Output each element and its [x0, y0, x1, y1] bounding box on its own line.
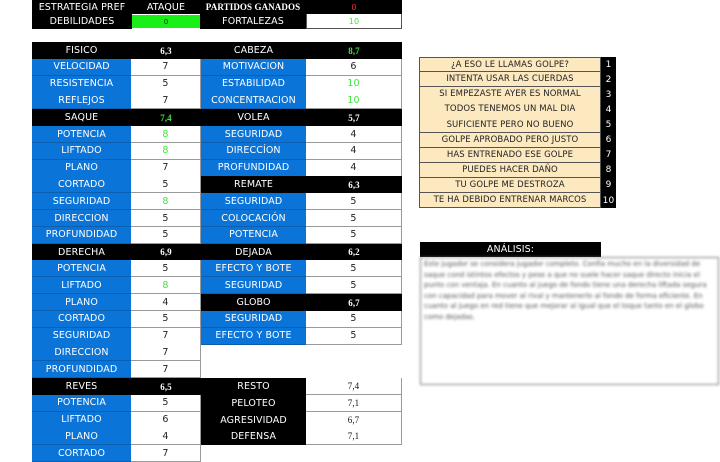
- analysis-title: ANÁLISIS:: [420, 242, 601, 257]
- legend-text: ¿A ESO LE LLAMAS GOLPE?: [419, 57, 601, 72]
- stat-value[interactable]: 5: [306, 260, 402, 277]
- stat-label: PLANO: [32, 428, 131, 445]
- stat-value[interactable]: 5: [306, 227, 402, 244]
- stat-value[interactable]: 7: [131, 361, 201, 378]
- stat-label: COLOCACIÓN: [201, 210, 306, 227]
- stat-label: SEGURIDAD: [201, 193, 306, 210]
- section-score: 6,9: [131, 244, 201, 261]
- stat-label: DIRECCION: [32, 210, 131, 227]
- stat-label: EFECTO Y BOTE: [201, 328, 306, 345]
- stat-label: REFLEJOS: [32, 92, 131, 109]
- stat-value[interactable]: 8: [131, 277, 201, 294]
- stat-label: VELOCIDAD: [32, 59, 131, 76]
- summary-label: PELOTEO: [201, 395, 306, 412]
- stat-label: CORTADO: [32, 445, 131, 462]
- stat-value[interactable]: 7: [131, 160, 201, 177]
- stat-value[interactable]: 4: [131, 294, 201, 311]
- stat-label: SEGURIDAD: [32, 328, 131, 345]
- summary-value: 7,4: [306, 378, 402, 395]
- legend-number: 2: [601, 72, 616, 87]
- stat-value[interactable]: 8: [131, 126, 201, 143]
- section-title: REVES: [32, 378, 131, 395]
- legend-number: 7: [601, 148, 616, 163]
- stat-value[interactable]: 5: [131, 260, 201, 277]
- section-title: VOLEA: [201, 109, 306, 126]
- stat-value[interactable]: 4: [306, 143, 402, 160]
- section-score: 5,7: [306, 109, 402, 126]
- section-score: 8,7: [306, 42, 402, 59]
- stat-value[interactable]: 5: [306, 277, 402, 294]
- stat-value[interactable]: 7: [131, 445, 201, 462]
- stat-value[interactable]: 8: [131, 193, 201, 210]
- stat-value[interactable]: 5: [131, 311, 201, 328]
- stat-value[interactable]: 5: [131, 227, 201, 244]
- legend-number: 9: [601, 178, 616, 193]
- stat-value[interactable]: 7: [131, 59, 201, 76]
- stat-label: POTENCIA: [201, 227, 306, 244]
- section-score: 6,3: [131, 42, 201, 59]
- stat-label: SEGURIDAD: [201, 126, 306, 143]
- stat-value[interactable]: 4: [306, 160, 402, 177]
- legend-text: TODOS TENEMOS UN MAL DIA: [419, 102, 601, 117]
- section-title: GLOBO: [201, 294, 306, 311]
- stat-value[interactable]: 7: [131, 92, 201, 109]
- strategy-value: ATAQUE: [132, 0, 200, 14]
- legend-number: 4: [601, 102, 616, 117]
- stat-label: LIFTADO: [32, 143, 131, 160]
- strengths-value: 10: [306, 14, 402, 29]
- summary-label: DEFENSA: [201, 428, 306, 445]
- stat-value[interactable]: 5: [306, 311, 402, 328]
- stat-label: PLANO: [32, 160, 131, 177]
- stat-label: EFECTO Y BOTE: [201, 260, 306, 277]
- legend-text: TU GOLPE ME DESTROZA: [419, 178, 601, 193]
- legend-text: HAS ENTRENADO ESE GOLPE: [419, 148, 601, 163]
- legend-number: 1: [601, 57, 616, 72]
- stat-value[interactable]: 5: [131, 395, 201, 412]
- stat-value[interactable]: 5: [306, 328, 402, 345]
- legend-text: SUFICIENTE PERO NO BUENO: [419, 117, 601, 132]
- section-score: 6,3: [306, 176, 402, 193]
- stat-label: POTENCIA: [32, 395, 131, 412]
- section-title: REMATE: [201, 176, 306, 193]
- stat-label: POTENCIA: [32, 260, 131, 277]
- summary-value: 7,1: [306, 395, 402, 412]
- stat-value[interactable]: 8: [131, 143, 201, 160]
- stat-label: SEGURIDAD: [32, 193, 131, 210]
- stat-label: PROFUNDIDAD: [32, 361, 131, 378]
- stat-label: DIRECCION: [32, 344, 131, 361]
- stat-value[interactable]: 5: [131, 176, 201, 193]
- summary-label: AGRESIVIDAD: [201, 412, 306, 429]
- legend-number: 3: [601, 87, 616, 102]
- section-title: FISICO: [32, 42, 131, 59]
- stat-label: ESTABILIDAD: [201, 76, 306, 93]
- stat-value[interactable]: 7: [131, 328, 201, 345]
- stat-label: PROFUNDIDAD: [32, 227, 131, 244]
- legend-number: 6: [601, 133, 616, 148]
- stat-label: CORTADO: [32, 176, 131, 193]
- legend-text: GOLPE APROBADO PERO JUSTO: [419, 133, 601, 148]
- section-title: DEJADA: [201, 244, 306, 261]
- stat-value[interactable]: 4: [131, 428, 201, 445]
- section-title: SAQUE: [32, 109, 131, 126]
- legend-text: INTENTA USAR LAS CUERDAS: [419, 72, 601, 87]
- stat-value[interactable]: 4: [306, 126, 402, 143]
- stat-value[interactable]: 6: [306, 59, 402, 76]
- legend-text: TE HA DEBIDO ENTRENAR MARCOS: [419, 193, 601, 208]
- stat-label: POTENCIA: [32, 126, 131, 143]
- strategy-label: ESTRATEGIA PREF: [32, 0, 132, 14]
- stat-value[interactable]: 5: [131, 210, 201, 227]
- legend-number: 5: [601, 117, 616, 132]
- legend-text: SI EMPEZASTE AYER ES NORMAL: [419, 87, 601, 102]
- stat-label: SEGURIDAD: [201, 277, 306, 294]
- stat-value[interactable]: 5: [306, 210, 402, 227]
- stat-label: CORTADO: [32, 311, 131, 328]
- stat-value[interactable]: 6: [131, 412, 201, 429]
- stat-label: DIRECCÍON: [201, 143, 306, 160]
- stat-value[interactable]: 7: [131, 344, 201, 361]
- legend-number: 10: [601, 193, 616, 208]
- section-score: 6,7: [306, 294, 402, 311]
- stat-label: LIFTADO: [32, 277, 131, 294]
- stat-value[interactable]: 10: [306, 92, 402, 109]
- weaknesses-value: 0: [132, 15, 200, 28]
- stat-label: MOTIVACION: [201, 59, 306, 76]
- strengths-label: FORTALEZAS: [200, 14, 306, 29]
- section-score: 6,2: [306, 244, 402, 261]
- stat-label: PROFUNDIDAD: [201, 160, 306, 177]
- summary-value: 7,1: [306, 428, 402, 445]
- stat-value[interactable]: 10: [306, 76, 402, 93]
- matches-won-value: 0: [306, 0, 402, 14]
- section-title: DERECHA: [32, 244, 131, 261]
- analysis-text[interactable]: Este jugador se considera jugador completo. Confía mucho en la diversidad de saque cond istintos efectos y pese a que no suele hacer saque directo inicia el punto con ventaja. En cuanto al juego de fondo tiene una derecha liftada segura con capacidad para mover al rival y mantenerlo al fondo de forma eficiente. En cuanto al juego en red tiene que mejorar al igual que el toque tanto en el globo como dejadas.: [420, 257, 719, 385]
- weaknesses-label: DEBILIDADES: [32, 14, 132, 29]
- legend-text: PUEDES HACER DAÑO: [419, 163, 601, 178]
- summary-value: 6,7: [306, 412, 402, 429]
- legend-number: 8: [601, 163, 616, 178]
- section-title: CABEZA: [201, 42, 306, 59]
- stat-value[interactable]: 5: [131, 76, 201, 93]
- section-score: 6,5: [131, 378, 201, 395]
- stat-label: CONCENTRACION: [201, 92, 306, 109]
- stat-label: RESISTENCIA: [32, 76, 131, 93]
- section-score: 7,4: [131, 109, 201, 126]
- stat-label: SEGURIDAD: [201, 311, 306, 328]
- stat-label: LIFTADO: [32, 412, 131, 429]
- matches-won-label: PARTIDOS GANADOS: [200, 0, 306, 14]
- summary-label: RESTO: [201, 378, 306, 395]
- stat-label: PLANO: [32, 294, 131, 311]
- stat-value[interactable]: 5: [306, 193, 402, 210]
